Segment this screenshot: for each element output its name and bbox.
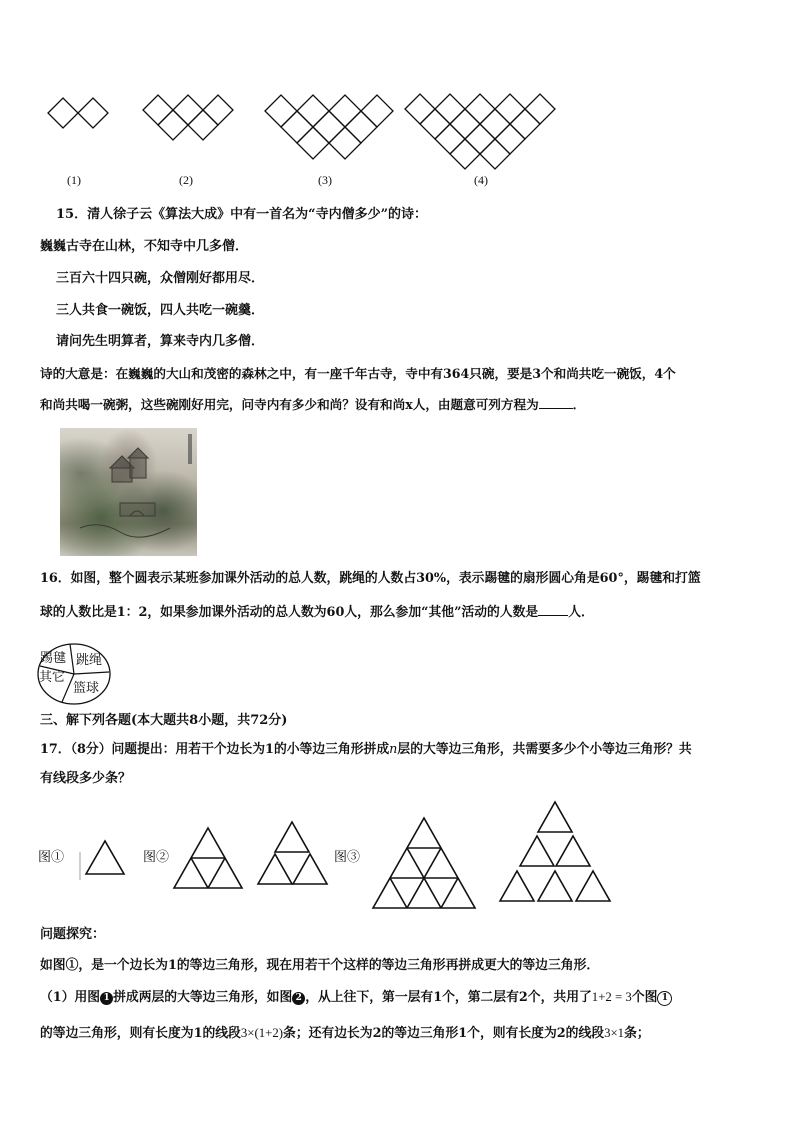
q17-line-1 — [40, 741, 692, 759]
q17-n-variable: n — [389, 742, 398, 757]
q15-answer-blank[interactable] — [539, 396, 573, 409]
q15-period: ． — [572, 397, 586, 412]
diamond-pattern-3 — [265, 95, 393, 159]
q17-part1-line-2 — [40, 1024, 650, 1043]
q17-p2-formula-1: 3×(1+2) — [240, 1026, 284, 1040]
q17-p1-b: 拼成两层的大等边三角形，如图 — [113, 990, 293, 1005]
diamond-pattern-1 — [48, 98, 108, 128]
diamond-pattern-4 — [405, 94, 555, 169]
temple-painting-image — [60, 428, 197, 556]
triangle-fig-1 — [80, 841, 124, 880]
circled-1-icon: 1 — [100, 992, 113, 1005]
fig-label-3: (3) — [318, 173, 332, 187]
q17-explore-heading: 问题探究： — [40, 927, 106, 942]
q15-intro: 15．清人徐子云《算法大成》中有一首名为“寺内僧多少”的诗： — [56, 207, 428, 222]
q17-line-2: 有线段多少条？ — [40, 771, 132, 786]
section-3-title: 三、解下列各题(本大题共8小题，共72分) — [40, 713, 288, 728]
q15-meaning-line-1: 诗的大意是：在巍巍的大山和茂密的森林之中，有一座千年古寺，寺中有364只碗，要是3个和尚共吃一碗饭，4个 — [40, 366, 676, 381]
circled-1-icon-b: 1 — [657, 991, 672, 1006]
q17-p2-a: 的等边三角形，则有长度为1的线段 — [40, 1026, 241, 1041]
q17-part1-line-1 — [40, 988, 672, 1007]
fig-label-tu-2: 图② — [143, 850, 170, 865]
q15-meaning-text: 和尚共喝一碗粥，这些碗刚好用完，问寺内有多少和尚？设有和尚x人，由题意可列方程为 — [40, 397, 539, 412]
q15-poem-line-2: 三百六十四只碗，众僧刚好都用尽． — [56, 271, 265, 286]
fig-label-1: (1) — [67, 173, 81, 187]
pie-label-tijian: 踢毽 — [40, 651, 67, 666]
q17-p1-a: （1）用图 — [40, 990, 101, 1005]
diamond-pattern-2 — [143, 95, 233, 140]
q17-explore-line: 如图①，是一个边长为1的等边三角形，现在用若干个这样的等边三角形再拼成更大的等边三角形． — [40, 958, 600, 973]
q15-poem-line-3: 三人共食一碗饭，四人共吃一碗羹． — [56, 303, 265, 318]
pie-label-lanqiu: 篮球 — [73, 681, 100, 696]
q17-p1-formula: 1+2 = 3 — [591, 990, 632, 1004]
pie-label-qita: 其它 — [39, 670, 66, 685]
triangle-fig-2a — [174, 828, 242, 888]
fig-label-tu-1: 图① — [38, 850, 65, 865]
q16-line-2 — [40, 603, 594, 622]
q15-poem-line-4: 请问先生明算者，算来寺内几多僧． — [56, 334, 265, 349]
q16-text: 球的人数比是1：2，如果参加课外活动的总人数为60人，那么参加“其他”活动的人数是 — [40, 605, 539, 620]
triangle-figures — [0, 800, 794, 920]
q17-p1-c: ，从上往下，第一层有1个，第二层有2个，共用了 — [305, 990, 592, 1005]
diamond-pattern-figure — [0, 0, 794, 200]
q17-p2-c: 条； — [624, 1026, 650, 1041]
fig-label-4: (4) — [474, 173, 488, 187]
q15-poem-line-1: 巍巍古寺在山林，不知寺中几多僧． — [40, 239, 249, 254]
q17-text-a: 17．（8分）问题提出：用若干个边长为1的小等边三角形拼成 — [40, 742, 390, 757]
fig-label-2: (2) — [179, 173, 193, 187]
triangle-fig-2b — [258, 822, 327, 884]
triangle-fig-3b — [500, 802, 610, 901]
q17-text-b: 层的大等边三角形，共需要多少个小等边三角形？共 — [397, 742, 692, 757]
circled-2-icon: 2 — [292, 992, 305, 1005]
q15-meaning-line-2 — [40, 396, 585, 414]
fig-label-tu-3: 图③ — [334, 850, 361, 865]
triangle-fig-3a — [373, 818, 475, 908]
pie-label-tiaosheng: 跳绳 — [76, 653, 103, 668]
q17-p1-d: 个图 — [631, 990, 658, 1005]
q16-unit: 人． — [568, 605, 594, 620]
q16-line-1: 16．如图，整个圆表示某班参加课外活动的总人数，跳绳的人数占30%，表示踢毽的扇形圆心角是60°，踢毽和打篮 — [40, 571, 701, 586]
q16-answer-blank[interactable] — [538, 603, 568, 616]
q17-p2-formula-2: 3×1 — [604, 1026, 625, 1040]
q17-p2-b: 条；还有边长为2的等边三角形1个，则有长度为2的线段 — [283, 1026, 605, 1041]
